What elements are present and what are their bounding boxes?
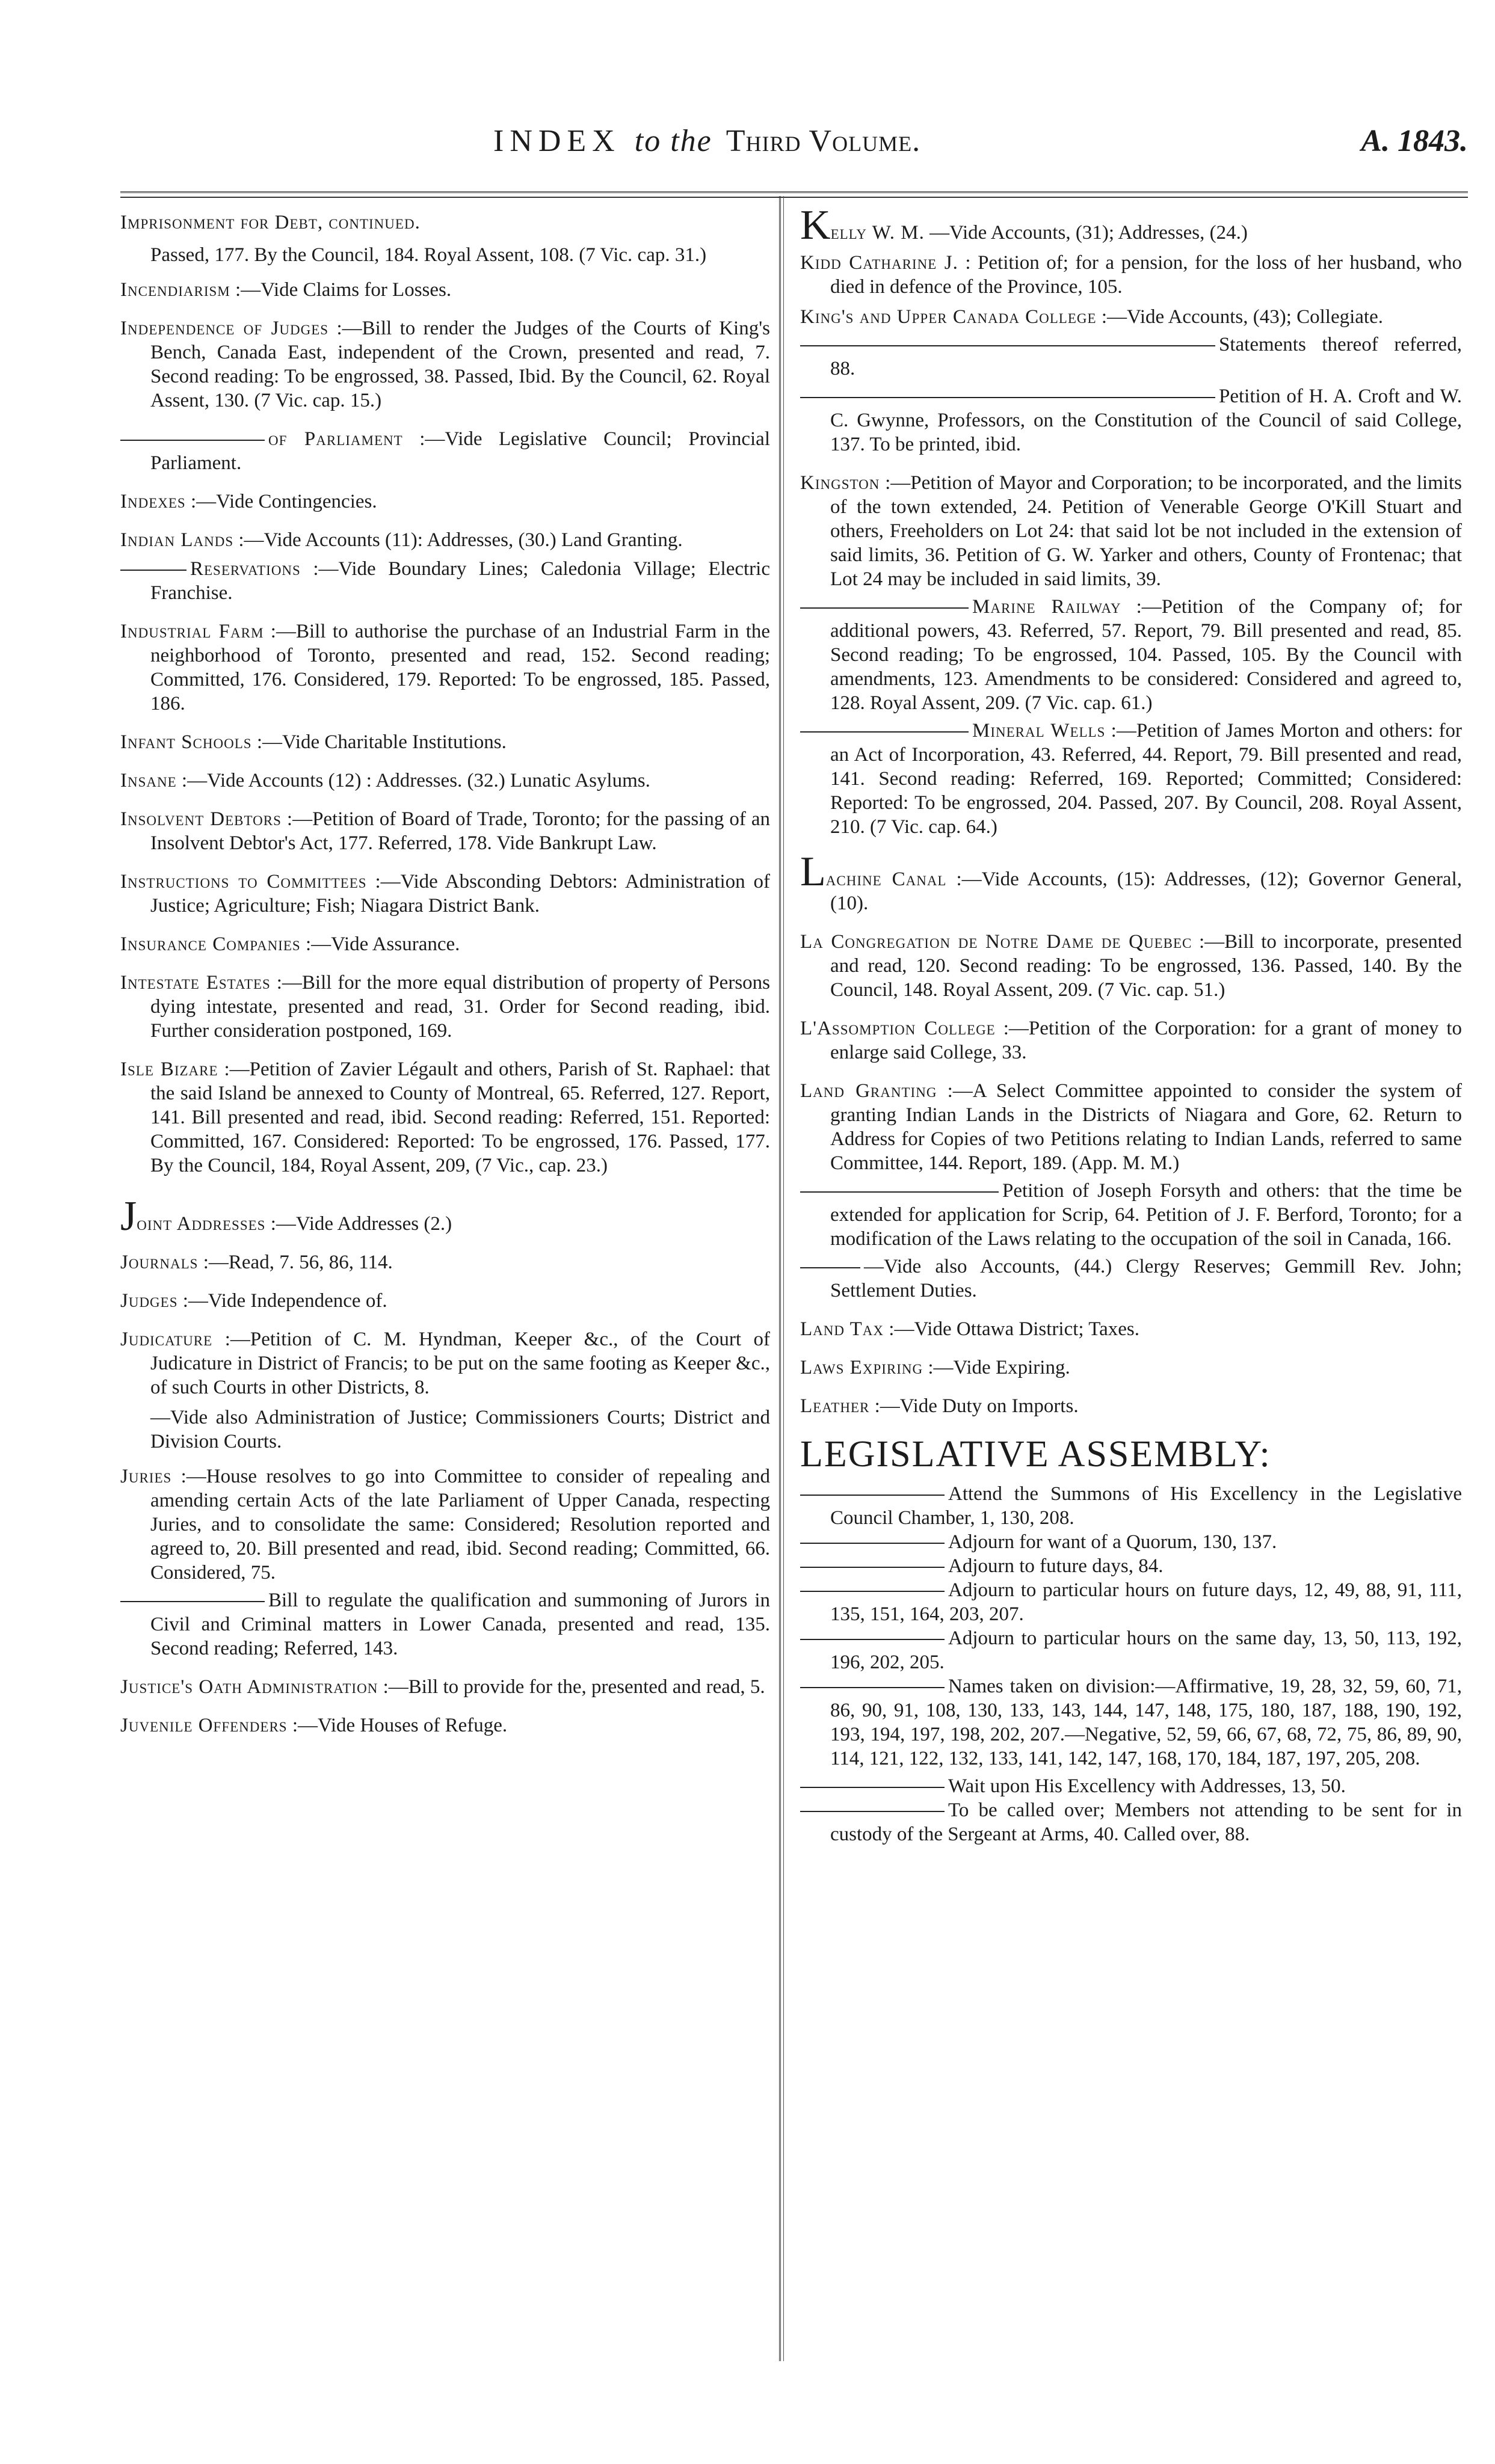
list-item: Adjourn to particular hours on future days, 12, 49, 88, 91, 111, 135, 151, 164, 203, 207. (800, 1578, 1462, 1626)
index-entry: Kingston :—Petition of Mayor and Corporation; to be incorporated, and the limits of the town extended, 24. Petition of Venerable George O'Kill Stuart and others, Freeholders on Lot 24: that said lot be not included in the extension of said limits, 36. Petition of G. W. Yarker and others, County of Frontenac; that Lot 24 may be included in said limits, 39. (800, 472, 1462, 590)
index-entry: Kelly W. M. —Vide Accounts, (31); Addresses, (24.) (800, 202, 1248, 248)
index-entry: Land Granting :—A Select Committee appointed to consider the system of granting Indian Lands in the Districts of Niagara and Gore, 62. Return to Address for Copies of two Petitions relating to Indian Lands, referred to same Committee, 144. Report, 189. (App. M. M.) (800, 1080, 1463, 1174)
page-header (120, 123, 1468, 171)
index-entry: Industrial Farm :—Bill to authorise the purchase of an Industrial Farm in the neighborhood of Toronto, presented and read, 152. Second reading; Committed, 176. Considered, 179. Reported: To be engrossed, 185. Passed, 186. (120, 621, 771, 714)
index-entry: Isle Bizare :—Petition of Zavier Légault and others, Parish of St. Raphael: that the said Island be annexed to County of Montreal, 65. Referred, 127. Report, 141. Bill presented and read, ibid. Second reading: Referred, 151. Reported: Committed, 167. Considered: Reported: To be engrossed, 176. Passed, 177. By the Council, 184, Royal Assent, 209, (7 Vic., cap. 23.) (120, 1058, 771, 1176)
index-entry: Leather :—Vide Duty on Imports. (800, 1395, 1079, 1417)
list-item: Wait upon His Excellency with Addresses, 13, 50. (800, 1774, 1462, 1798)
column-divider (779, 196, 784, 2361)
index-entry: Joint Addresses :—Vide Addresses (2.) (120, 1193, 452, 1240)
index-entry: Kidd Catharine J. : Petition of; for a pension, for the loss of her husband, who died in defence of the Province, 105. (800, 252, 1462, 298)
index-entry: Incendiarism :—Vide Claims for Losses. (120, 279, 452, 301)
index-entry: Laws Expiring :—Vide Expiring. (800, 1357, 1070, 1378)
index-entry: Instructions to Committees :—Vide Absconding Debtors: Administration of Justice; Agriculture; Fish; Niagara District Bank. (120, 871, 770, 917)
index-entry: Imprisonment for Debt, continued. (120, 212, 421, 233)
index-entry: King's and Upper Canada College :—Vide Accounts, (43); Collegiate. (800, 306, 1383, 328)
left-column (120, 210, 770, 1752)
index-entry-body: —Vide also Administration of Justice; Commissioners Courts; District and Division Courts. (150, 1407, 770, 1452)
index-entry: Petition of H. A. Croft and W. C. Gwynne, Professors, on the Constitution of the Council of said College, 137. To be printed, ibid. (800, 384, 1462, 456)
index-entry: —Vide also Accounts, (44.) Clergy Reserves; Gemmill Rev. John; Settlement Duties. (800, 1255, 1462, 1303)
right-column (800, 202, 1463, 1846)
section-heading: LEGISLATIVE ASSEMBLY: (800, 1434, 1271, 1475)
index-entry: Judicature :—Petition of C. M. Hyndman, Keeper &c., of the Court of Judicature in District of Francis; to be put on the same footing as Keeper &c., of such Courts in other Districts, 8. (120, 1329, 771, 1398)
index-entry: Insane :—Vide Accounts (12) : Addresses. (32.) Lunatic Asylums. (120, 770, 650, 791)
index-entry: Bill to regulate the qualification and summoning of Jurors in Civil and Criminal matters in Lower Canada, presented and read, 135. Second reading; Referred, 143. (120, 1588, 770, 1661)
index-entry: Indexes :—Vide Contingencies. (120, 491, 377, 512)
index-entry: Infant Schools :—Vide Charitable Institutions. (120, 731, 507, 753)
index-entry: Insolvent Debtors :—Petition of Board of Trade, Toronto; for the passing of an Insolvent Debtor's Act, 177. Referred, 178. Vide Bankrupt Law. (120, 808, 771, 854)
index-entry: Independence of Judges :—Bill to render the Judges of the Courts of King's Bench, Canada East, independent of the Crown, presented and read, 7. Second reading: To be engrossed, 38. Passed, Ibid. By the Council, 62. Royal Assent, 130. (7 Vic. cap. 15.) (120, 318, 770, 411)
header-rule (120, 191, 1468, 198)
index-entry-body: Passed, 177. By the Council, 184. Royal Assent, 108. (7 Vic. cap. 31.) (150, 244, 707, 266)
index-entry: Land Tax :—Vide Ottawa District; Taxes. (800, 1318, 1139, 1340)
index-entry: Justice's Oath Administration :—Bill to provide for the, presented and read, 5. (120, 1676, 765, 1698)
list-item: To be called over; Members not attending to be sent for in custody of the Sergeant at Arms, 40. Called over, 88. (800, 1798, 1462, 1846)
index-entry: Statements thereof referred, 88. (800, 333, 1462, 381)
index-entry: Journals :—Read, 7. 56, 86, 114. (120, 1252, 393, 1273)
index-entry: Indian Lands :—Vide Accounts (11): Addresses, (30.) Land Granting. (120, 529, 683, 551)
index-entry: Judges :—Vide Independence of. (120, 1290, 387, 1312)
index-entry: Juries :—House resolves to go into Committee to consider of repealing and amending certain Acts of the late Parliament of Upper Canada, respecting Juries, and to consolidate the same: Considered; Resolution reported and agreed to, 20. Bill presented and read, ibid. Second reading; Committed, 66. Considered, 75. (120, 1466, 770, 1584)
index-entry: Petition of Joseph Forsyth and others: that the time be extended for application for Scrip, 64. Petition of J. F. Berford, Toronto; for a modification of the Laws relating to the occupation of the soil in Canada, 166. (800, 1179, 1462, 1251)
index-entry: Intestate Estates :—Bill for the more equal distribution of property of Persons dying intestate, presented and read, 31. Order for Second reading, ibid. Further consideration postponed, 169. (120, 972, 771, 1042)
index-entry: Marine Railway :—Petition of the Company of; for additional powers, 43. Referred, 57. Report, 79. Bill presented and read, 85. Second reading; To be engrossed, 104. Passed, 105. By the Council with amendments, 123. Amendments to be considered: Considered and agreed to, 128. Royal Assent, 209. (7 Vic. cap. 61.) (800, 595, 1462, 715)
list-item: Attend the Summons of His Excellency in the Legislative Council Chamber, 1, 130, 208. (800, 1482, 1462, 1530)
index-entry: Lachine Canal :—Vide Accounts, (15): Addresses, (12); Governor General, (10). (800, 849, 1462, 914)
index-entry: L'Assomption College :—Petition of the Corporation: for a grant of money to enlarge said College, 33. (800, 1018, 1462, 1063)
list-item: Names taken on division:—Affirmative, 19, 28, 32, 59, 60, 71, 86, 90, 91, 108, 130, 133, 143, 144, 147, 148, 175, 180, 187, 188, 190, 192, 193, 194, 197, 198, 202, 207.—Negative, 52, 59, 66, 67, 68, 72, 75, 86, 89, 90, 114, 121, 122, 132, 133, 141, 142, 147, 168, 170, 184, 187, 197, 205, 208. (800, 1674, 1462, 1771)
list-item: Adjourn to particular hours on the same day, 13, 50, 113, 192, 196, 202, 205. (800, 1626, 1462, 1674)
index-entry: Mineral Wells :—Petition of James Morton and others: for an Act of Incorporation, 43. Referred, 44. Report, 79. Bill presented and read, 141. Second reading: Referred, 169. Reported; Committed; Considered: Reported: To be engrossed, 204. Passed, 207. By Council, 208. Royal Assent, 210. (7 Vic. cap. 64.) (800, 719, 1462, 839)
index-entry: Juvenile Offenders :—Vide Houses of Refuge. (120, 1715, 508, 1736)
index-entry: La Congregation de Notre Dame de Quebec :—Bill to incorporate, presented and read, 120. Second reading: To be engrossed, 136. Passed, 140. By the Council, 148. Royal Assent, 209. (7 Vic. cap. 51.) (800, 931, 1462, 1001)
page-title: INDEX to the Third Volume. (493, 124, 921, 158)
index-entry: of Parliament :—Vide Legislative Council; Provincial Parliament. (120, 427, 770, 475)
index-entry: Insurance Companies :—Vide Assurance. (120, 933, 460, 955)
list-item: Adjourn for want of a Quorum, 130, 137. (800, 1530, 1462, 1554)
index-entry: Reservations :—Vide Boundary Lines; Caledonia Village; Electric Franchise. (120, 557, 770, 605)
page-year: A. 1843. (1361, 124, 1468, 158)
list-item: Adjourn to future days, 84. (800, 1554, 1462, 1578)
